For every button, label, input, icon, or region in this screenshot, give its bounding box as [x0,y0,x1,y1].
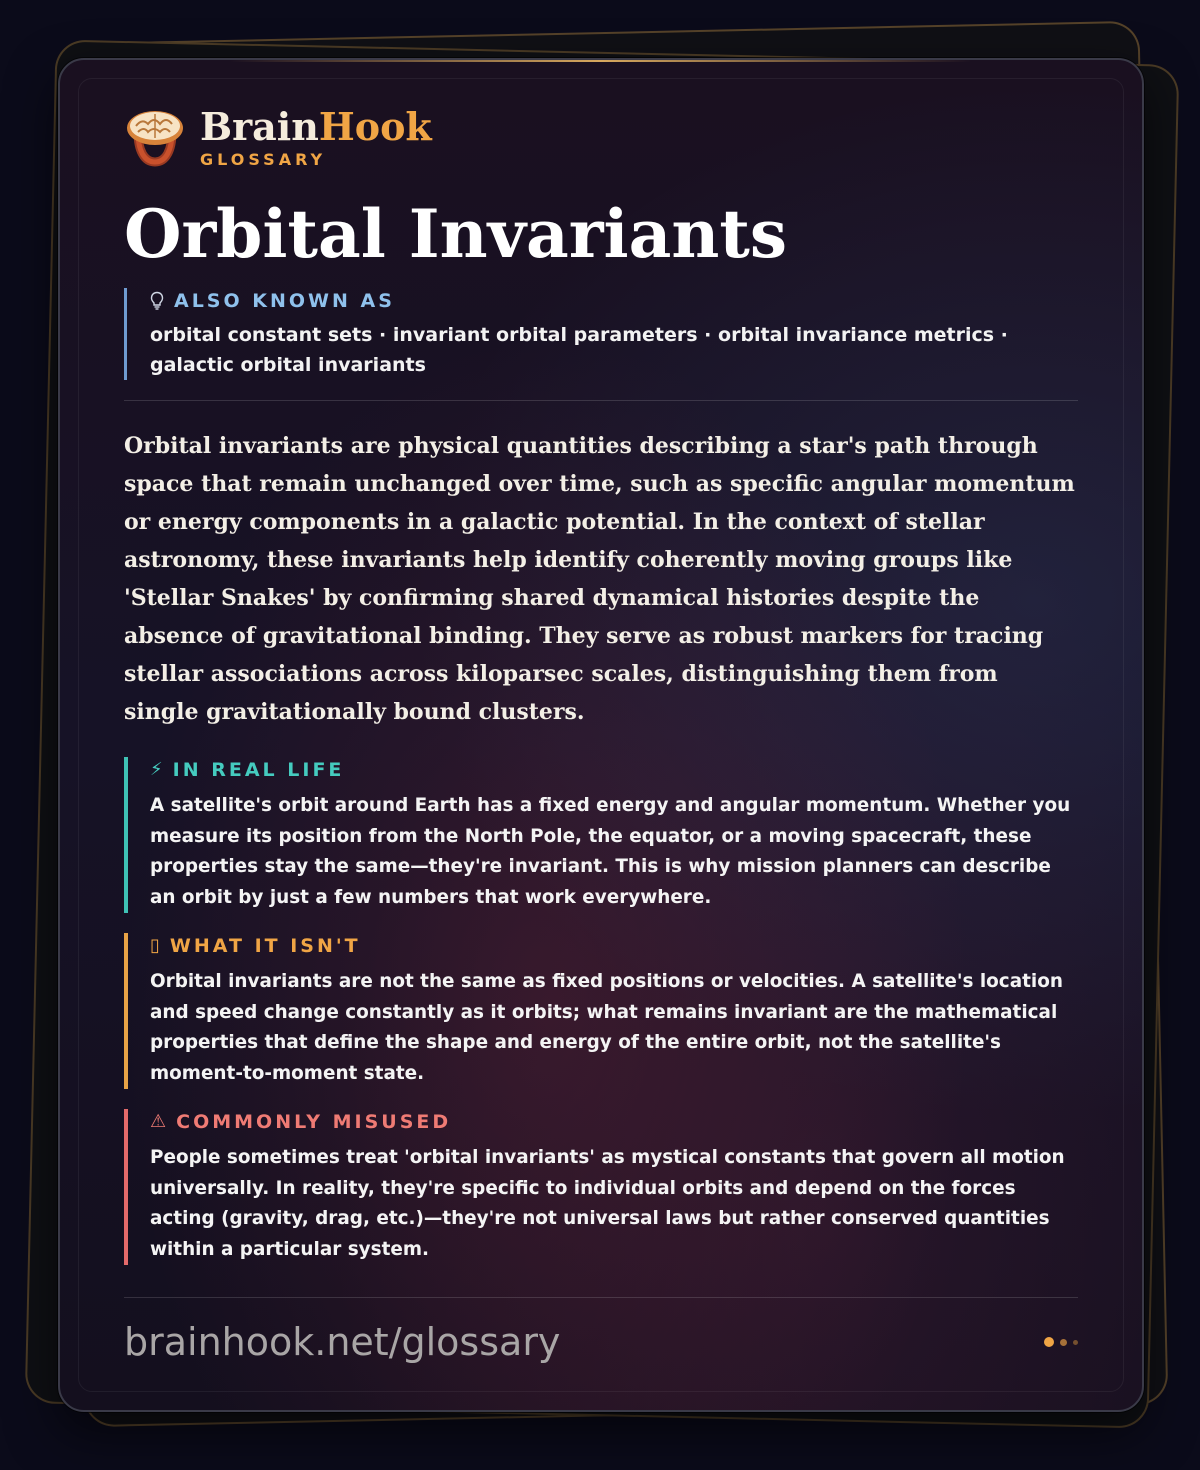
in-real-life-section [124,757,1078,913]
warning-icon: ⚠ [150,1111,167,1132]
glossary-card [58,58,1144,1412]
footer [124,1298,1078,1386]
what-it-isnt-heading-row [150,933,1078,959]
card-content [124,102,1078,1386]
commonly-misused-heading: COMMONLY MISUSED [176,1111,452,1133]
brand-header [124,102,1078,172]
footer-url[interactable]: brainhook.net/glossary [124,1320,561,1364]
commonly-misused-body: People sometimes treat 'orbital invariants' as mystical constants that govern all motion universally. In reality, they're specific to individual orbits and depend on the forces acting (gravity, drag, etc.)—they're not universal laws but rather conserved quantities within a particular system. [150,1147,1065,1260]
pagination-dots [1044,1337,1078,1347]
missing-glyph-icon: ▯ [150,935,160,956]
what-it-isnt-section [124,933,1078,1089]
brand-text [200,103,432,169]
brand-name-hook: Hook [318,103,432,149]
also-known-as-text: orbital constant sets · invariant orbital parameters · orbital invariance metrics · galactic orbital invariants [150,324,1008,376]
brand-name [200,103,432,149]
term-title: Orbital Invariants [124,195,787,273]
brand-subtitle: GLOSSARY [200,149,327,169]
what-it-isnt-body: Orbital invariants are not the same as fixed positions or velocities. A satellite's location and speed change constantly as it orbits; what remains invariant are the mathematical properties that define the shape and energy of the entire orbit, not the satellite's moment-to-moment state. [150,971,1063,1084]
lightning-icon: ⚡ [150,759,163,780]
in-real-life-body: A satellite's orbit around Earth has a fixed energy and angular momentum. Whether you measure its position from the North Pole, the equator, or a moving spacecraft, these properties stay the same—they're invariant. This is why mission planners can describe an orbit by just a few numbers that work everywhere. [150,795,1071,908]
also-known-as-heading: ALSO KNOWN AS [174,290,395,312]
also-known-as-heading-row [150,288,1078,314]
pagination-dot-active [1044,1337,1054,1347]
in-real-life-heading: IN REAL LIFE [172,759,345,781]
pagination-dot [1073,1340,1078,1345]
definition-text: Orbital invariants are physical quantities describing a star's path through space that remain unchanged over time, such as specific angular momentum or energy components in a galactic potential. In the context of stellar astronomy, these invariants help identify coherently moving groups like 'Stellar Snakes' by confirming shared dynamical histories despite the absence of gravitational binding. They serve as robust markers for tracing stellar associations across kiloparsec scales, distinguishing them from single gravitationally bound clusters. [124,433,1075,725]
brand-name-brain: Brain [200,103,319,149]
commonly-misused-heading-row [150,1109,1078,1135]
commonly-misused-section [124,1109,1078,1265]
pagination-dot [1060,1339,1067,1346]
in-real-life-heading-row [150,757,1078,783]
brain-magnet-icon [124,106,186,168]
what-it-isnt-heading: WHAT IT ISN'T [169,935,361,957]
also-known-as-section [124,288,1078,380]
divider [124,400,1078,401]
lightbulb-icon [150,291,164,311]
